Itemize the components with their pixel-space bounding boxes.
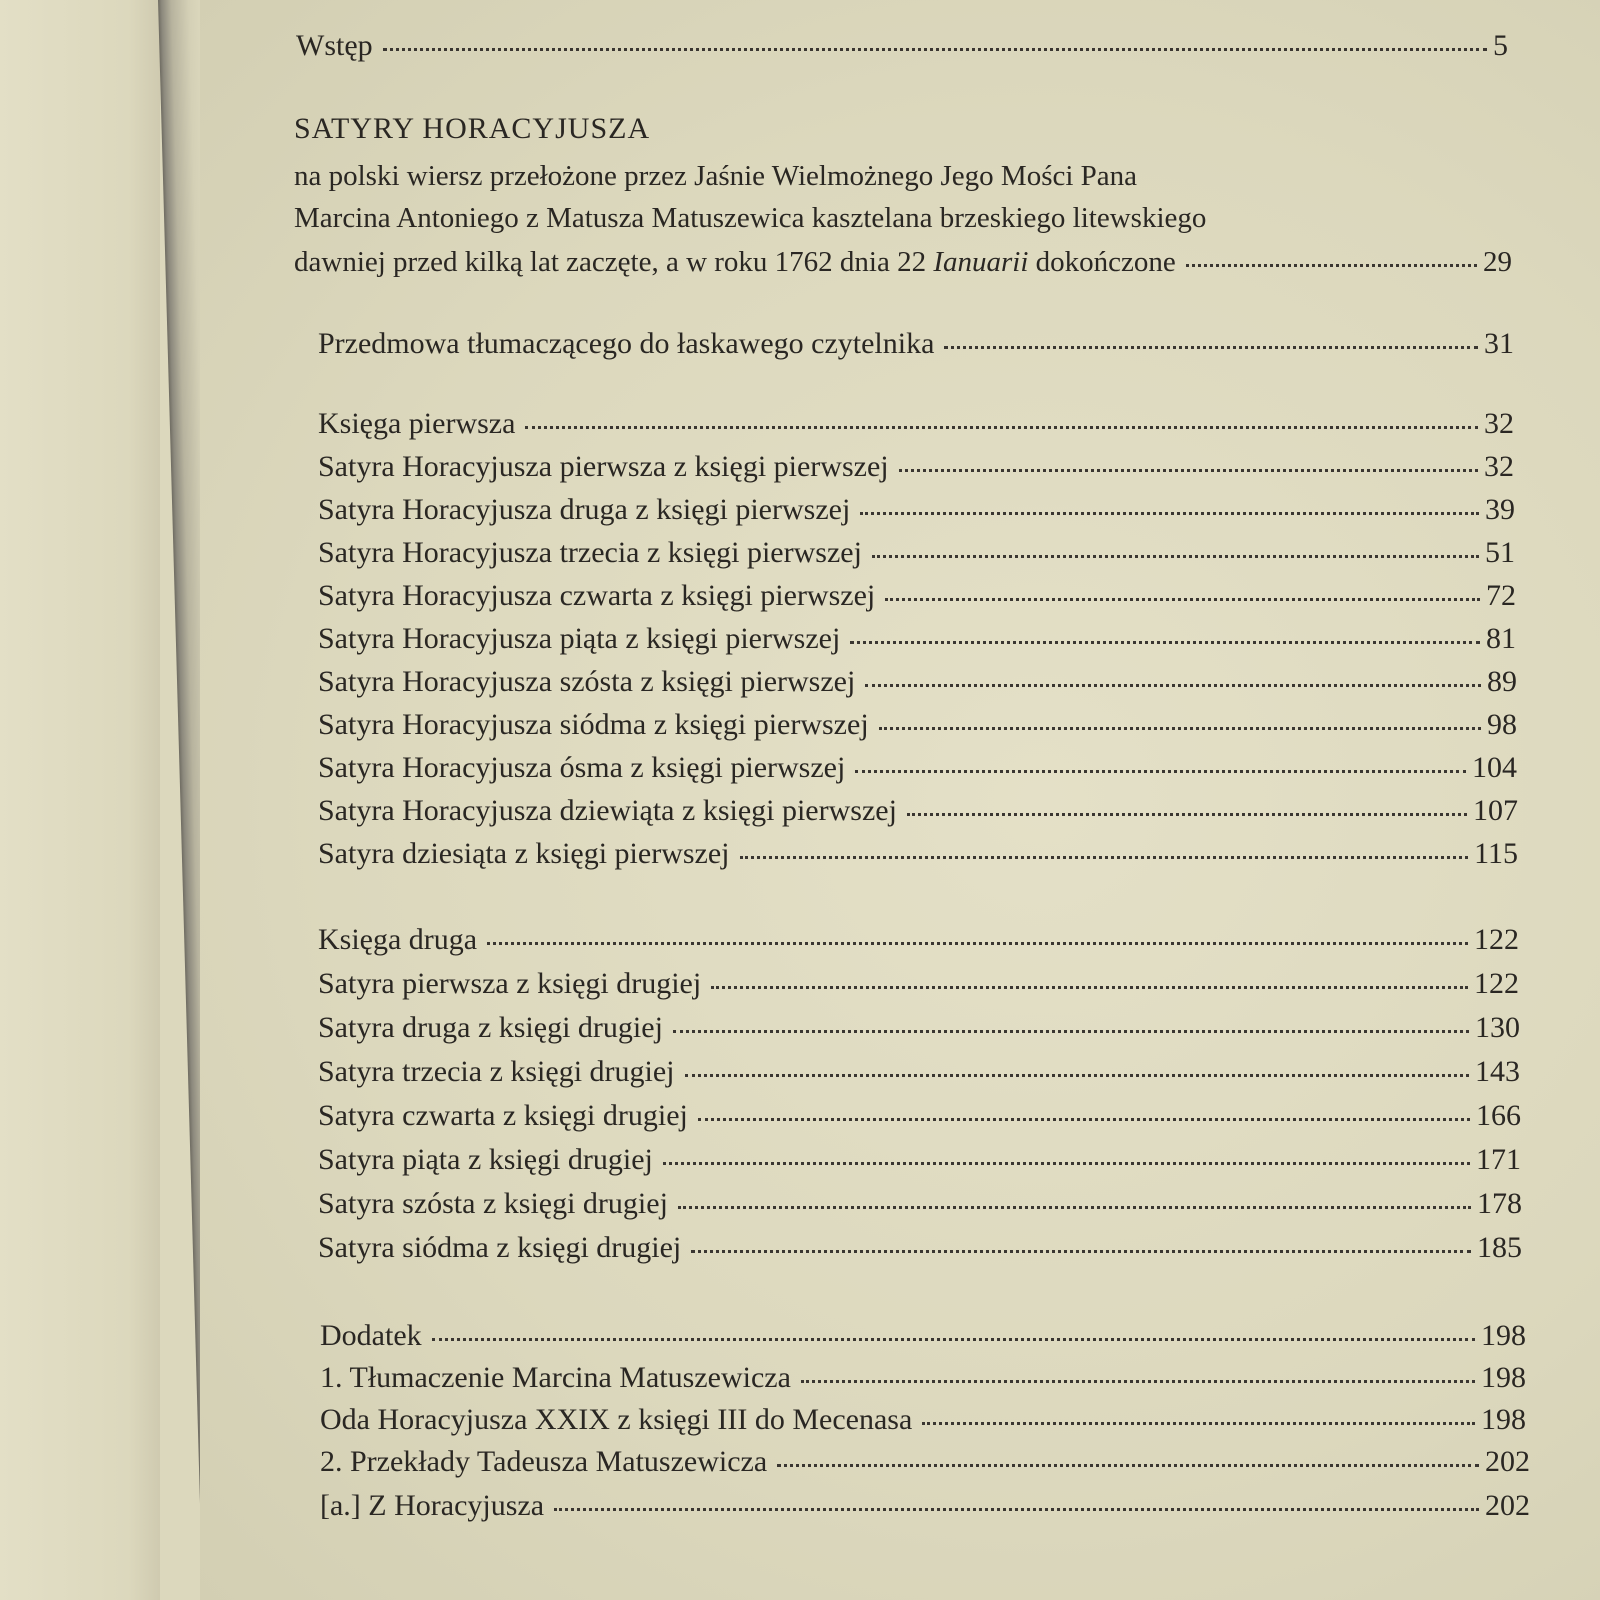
toc-entry-page: 51 <box>1485 536 1515 569</box>
leader-dots <box>691 1250 1471 1253</box>
toc-entry-title: Oda Horacyjusza XXIX z księgi III do Mecenasa <box>320 1403 913 1436</box>
toc-entry-title <box>294 244 1176 280</box>
toc-entry <box>320 1360 1526 1396</box>
toc-entry-title: Satyra trzecia z księgi drugiej <box>318 1055 675 1088</box>
toc-entry-page: 198 <box>1481 1361 1526 1394</box>
toc-entry-title: Satyra Horacyjusza czwarta z księgi pierwszej <box>318 579 876 612</box>
toc-entry-page: 115 <box>1474 837 1518 870</box>
toc-entry-page: 143 <box>1475 1055 1520 1088</box>
toc-entry-page: 104 <box>1472 751 1517 784</box>
toc-entry-page: 202 <box>1485 1489 1530 1522</box>
toc-entry-title: Księga pierwsza <box>318 407 516 440</box>
toc-entry-title: Przedmowa tłumaczącego do łaskawego czytelnika <box>318 327 935 360</box>
leader-dots <box>487 942 1468 945</box>
toc-entry-page: 202 <box>1485 1445 1530 1478</box>
toc-entry <box>320 1402 1526 1438</box>
toc-entry <box>318 535 1515 571</box>
leader-dots <box>673 1030 1469 1033</box>
section-subtitle-line-2: Marcina Antoniego z Matusza Matuszewica kasztelana brzeskiego litewskiego <box>294 202 1207 234</box>
leader-dots <box>885 598 1480 601</box>
leader-dots <box>663 1162 1470 1165</box>
toc-entry <box>318 449 1514 485</box>
leader-dots <box>944 346 1478 349</box>
leader-dots <box>907 813 1467 816</box>
toc-entry-page: 178 <box>1477 1187 1522 1220</box>
toc-entry-page: 72 <box>1486 579 1516 612</box>
toc-entry <box>318 1010 1520 1046</box>
toc-entry-title: 2. Przekłady Tadeusza Matuszewicza <box>320 1445 768 1478</box>
toc-entry-title: Satyra Horacyjusza ósma z księgi pierwszej <box>318 751 846 784</box>
leader-dots <box>678 1206 1471 1209</box>
leader-dots <box>860 512 1479 515</box>
leader-dots <box>698 1118 1470 1121</box>
toc-entry-title: Satyra siódma z księgi drugiej <box>318 1231 682 1264</box>
toc-entry-title: 1. Tłumaczenie Marcina Matuszewicza <box>320 1361 791 1394</box>
toc-entry-page: 130 <box>1475 1011 1520 1044</box>
toc-entry-title: Dodatek <box>320 1319 422 1352</box>
leader-dots <box>740 856 1469 859</box>
toc-entry <box>318 406 1514 442</box>
leader-dots <box>1186 264 1477 267</box>
leader-dots <box>865 684 1481 687</box>
toc-entry-title: Satyra dziesiąta z księgi pierwszej <box>318 837 730 870</box>
toc-entry <box>318 1186 1522 1222</box>
toc-entry-title: Satyra Horacyjusza piąta z księgi pierwszej <box>318 622 841 655</box>
toc-entry-page: 39 <box>1485 493 1515 526</box>
leader-dots <box>685 1074 1469 1077</box>
title-text: dawniej przed kilką lat zaczęte, a w roku 1762 dnia 22 <box>294 246 934 278</box>
toc-entry-page: 107 <box>1473 794 1518 827</box>
toc-entry-title: Satyra Horacyjusza siódma z księgi pierwszej <box>318 708 869 741</box>
section-subtitle-line-1: na polski wiersz przełożone przez Jaśnie Wielmożnego Jego Mości Pana <box>294 160 1138 192</box>
toc-entry-page: 5 <box>1493 29 1508 62</box>
toc-entry-title: Satyra Horacyjusza trzecia z księgi pierwszej <box>318 536 862 569</box>
toc-entry <box>318 793 1518 829</box>
leader-dots <box>850 641 1480 644</box>
toc-entry-page: 166 <box>1476 1099 1521 1132</box>
leader-dots <box>383 48 1487 51</box>
toc-entry <box>318 664 1517 700</box>
toc-entry-page: 89 <box>1487 665 1517 698</box>
toc-entry-title: Wstęp <box>296 29 373 62</box>
toc-entry-page: 198 <box>1481 1319 1526 1352</box>
section-heading: SATYRY HORACYJUSZA <box>294 112 651 145</box>
toc-entry <box>318 1230 1522 1266</box>
toc-entry-title: Satyra szósta z księgi drugiej <box>318 1187 668 1220</box>
leader-dots <box>899 469 1478 472</box>
leader-dots <box>922 1422 1475 1425</box>
toc-entry <box>318 922 1519 958</box>
toc-entry-page: 171 <box>1476 1143 1521 1176</box>
leader-dots <box>711 986 1468 989</box>
toc-entry-title: Księga druga <box>318 923 478 956</box>
toc-entry-title: Satyra czwarta z księgi drugiej <box>318 1099 688 1132</box>
toc-entry-page: 29 <box>1483 246 1512 278</box>
toc-entry-title: [a.] Z Horacyjusza <box>320 1489 545 1522</box>
toc-entry <box>320 1488 1530 1524</box>
title-italic-text: Ianuarii <box>933 246 1029 278</box>
toc-entry <box>320 1318 1526 1354</box>
toc-entry-page: 32 <box>1484 407 1514 440</box>
toc-entry-page: 81 <box>1486 622 1516 655</box>
toc-entry-page: 198 <box>1481 1403 1526 1436</box>
toc-entry <box>318 966 1519 1002</box>
leader-dots <box>872 555 1479 558</box>
leader-dots <box>432 1338 1475 1341</box>
toc-entry-title: Satyra Horacyjusza dziewiąta z księgi pierwszej <box>318 794 897 827</box>
leader-dots <box>801 1380 1475 1383</box>
toc-entry-title: Satyra Horacyjusza druga z księgi pierwszej <box>318 493 851 526</box>
toc-entry <box>318 836 1518 872</box>
toc-entry <box>318 621 1516 657</box>
toc-entry <box>318 1054 1520 1090</box>
toc-entry-page: 122 <box>1474 967 1519 1000</box>
toc-entry <box>318 1098 1521 1134</box>
leader-dots <box>554 1508 1479 1511</box>
toc-entry <box>320 1444 1530 1480</box>
toc-entry-title: Satyra piąta z księgi drugiej <box>318 1143 653 1176</box>
toc-entry-page: 122 <box>1474 923 1519 956</box>
toc-entry-preface <box>318 326 1514 362</box>
toc-entry-intro <box>296 28 1508 64</box>
toc-entry-page: 98 <box>1487 708 1517 741</box>
toc-entry <box>318 492 1515 528</box>
toc-entry-page: 31 <box>1484 327 1514 360</box>
leader-dots <box>777 1464 1479 1467</box>
toc-entry-title: Satyra druga z księgi drugiej <box>318 1011 663 1044</box>
toc-entry <box>318 750 1517 786</box>
toc-entry-title: Satyra pierwsza z księgi drugiej <box>318 967 702 1000</box>
leader-dots <box>879 727 1481 730</box>
toc-entry <box>318 707 1517 743</box>
toc-entry <box>318 578 1516 614</box>
toc-entry <box>318 1142 1521 1178</box>
toc-entry-title: Satyra Horacyjusza pierwsza z księgi pierwszej <box>318 450 889 483</box>
toc-entry-page: 32 <box>1484 450 1514 483</box>
leader-dots <box>855 770 1466 773</box>
leader-dots <box>525 426 1478 429</box>
toc-entry-page: 185 <box>1477 1231 1522 1264</box>
title-text-end: dokończone <box>1028 246 1176 278</box>
toc-entry-main <box>294 244 1512 280</box>
toc-entry-title: Satyra Horacyjusza szósta z księgi pierwszej <box>318 665 856 698</box>
